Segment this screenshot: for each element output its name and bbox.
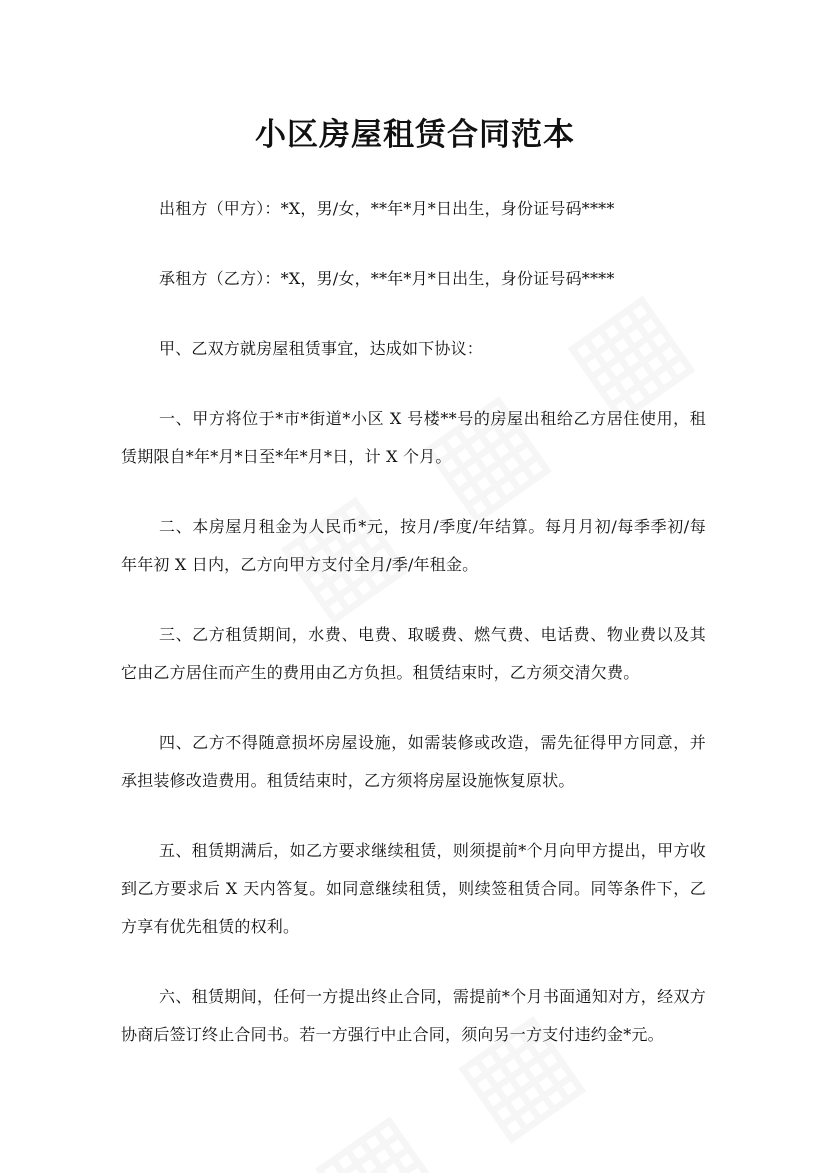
agreement-intro: 甲、乙双方就房屋租赁事宜，达成如下协议： bbox=[159, 339, 484, 358]
lessor-line: 出租方（甲方）：*X，男/女，**年*月*日出生，身份证号码**** bbox=[159, 199, 615, 218]
clause-4: 四、乙方不得随意损坏房屋设施，如需装修或改造，需先征得甲方同意，并承担装修改造费用。租赁结束时，乙方须将房屋设施恢复原状。 bbox=[121, 733, 706, 790]
clause-6: 六、租赁期间，任何一方提出终止合同，需提前*个月书面通知对方，经双方协商后签订终止合同书。若一方强行中止合同，须向另一方支付违约金*元。 bbox=[121, 987, 706, 1044]
clause-1: 一、甲方将位于*市*街道*小区 X 号楼**号的房屋出租给乙方居住使用，租赁期限自*年*月*日至*年*月*日，计 X 个月。 bbox=[121, 409, 706, 466]
page-title: 小区房屋租赁合同范本 bbox=[255, 117, 575, 153]
contract-body bbox=[121, 190, 706, 1086]
lessee-line: 承租方（乙方）：*X，男/女，**年*月*日出生，身份证号码**** bbox=[159, 269, 615, 288]
clause-5: 五、租赁期满后，如乙方要求继续租赁，则须提前*个月向甲方提出，甲方收到乙方要求后 X 天内答复。如同意继续租赁，则续签租赁合同。同等条件下，乙方享有优先租赁的权利。 bbox=[121, 841, 706, 936]
clause-3: 三、乙方租赁期间，水费、电费、取暖费、燃气费、电话费、物业费以及其它由乙方居住而产生的费用由乙方负担。租赁结束时，乙方须交清欠费。 bbox=[121, 625, 706, 682]
clause-2: 二、本房屋月租金为人民币*元，按月/季度/年结算。每月月初/每季季初/每年年初 X 日内，乙方向甲方支付全月/季/年租金。 bbox=[121, 517, 706, 574]
